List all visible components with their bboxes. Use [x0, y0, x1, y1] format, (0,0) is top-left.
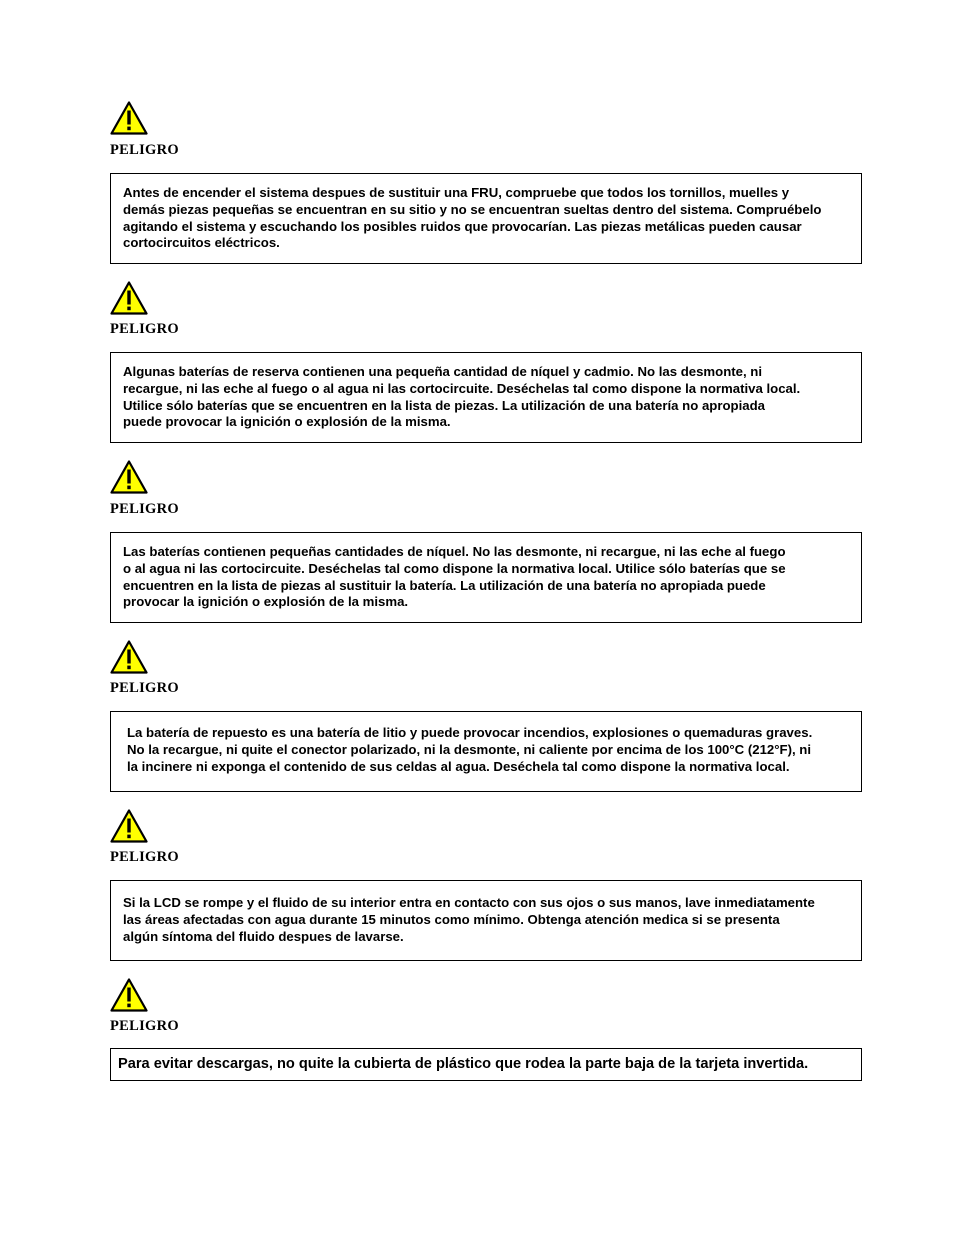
- danger-notice-box: [110, 173, 862, 264]
- danger-notice-box: [110, 880, 862, 961]
- warning-triangle-icon: [110, 809, 148, 843]
- notice-line: Si la LCD se rompe y el fluido de su interior entra en contacto con sus ojos o sus manos, lave inmediatamente: [123, 895, 815, 910]
- warning-triangle-icon: [110, 460, 148, 494]
- notice-line: Algunas baterías de reserva contienen una pequeña cantidad de níquel y cadmio. No las desmonte, ni: [123, 364, 763, 379]
- notice-line: La batería de repuesto es una batería de litio y puede provocar incendios, explosiones o quemaduras graves.: [127, 725, 813, 740]
- danger-heading: PELIGRO: [110, 321, 179, 337]
- notice-line: la incinere ni exponga el contenido de sus celdas al agua. Deséchela tal como dispone la normativa local.: [127, 758, 790, 774]
- danger-heading: PELIGRO: [110, 680, 179, 696]
- danger-notice-box: [110, 1048, 862, 1081]
- notice-line: algún síntoma del fluido despues de lavarse.: [123, 928, 404, 944]
- notice-line: provocar la ignición o explosión de la misma.: [123, 594, 409, 610]
- warning-triangle-icon: [110, 101, 148, 135]
- notice-line: No la recargue, ni quite el conector polarizado, ni la desmonte, ni caliente por encima de los 100°C (212°F), ni: [127, 741, 812, 757]
- notice-line: Las baterías contienen pequeñas cantidades de níquel. No las desmonte, ni recargue, ni las eche al fuego: [123, 544, 786, 559]
- warning-triangle-icon: [110, 978, 148, 1012]
- warning-triangle-icon: [110, 640, 148, 674]
- danger-heading: PELIGRO: [110, 501, 179, 517]
- danger-notice-box: [110, 532, 862, 623]
- notice-line: puede provocar la ignición o explosión de la misma.: [123, 414, 451, 430]
- notice-line: o al agua ni las cortocircuite. Deséchelas tal como dispone la normativa local. Utilice sólo baterías que se: [123, 560, 786, 576]
- danger-notice-box: [110, 711, 862, 792]
- notice-line: Utilice sólo baterías que se encuentren en la lista de piezas. La utilización de una batería no apropiada: [123, 397, 765, 413]
- danger-notice-box: [110, 352, 862, 443]
- notice-line: las áreas afectadas con agua durante 15 minutos como mínimo. Obtenga atención medica si se presenta: [123, 911, 780, 927]
- notice-line: cortocircuitos eléctricos.: [123, 235, 280, 251]
- notice-line: demás piezas pequeñas se encuentran en su sitio y no se encuentran sueltas dentro del sistema. Compruébelo: [123, 201, 822, 217]
- notice-line: Antes de encender el sistema despues de sustituir una FRU, compruebe que todos los tornillos, muelles y: [123, 185, 790, 200]
- danger-heading: PELIGRO: [110, 849, 179, 865]
- notice-line: agitando el sistema y escuchando los posibles ruidos que provocarían. Las piezas metálicas pueden causar: [123, 218, 802, 234]
- notice-line: encuentren en la lista de piezas al sustituir la batería. La utilización de una batería no apropiada puede: [123, 577, 766, 593]
- danger-heading: PELIGRO: [110, 1018, 179, 1034]
- warning-triangle-icon: [110, 281, 148, 315]
- notice-line: Para evitar descargas, no quite la cubierta de plástico que rodea la parte baja de la tarjeta invertida.: [118, 1056, 809, 1073]
- notice-line: recargue, ni las eche al fuego o al agua ni las cortocircuite. Deséchelas tal como dispone la normativa local.: [123, 380, 801, 396]
- danger-heading: PELIGRO: [110, 142, 179, 158]
